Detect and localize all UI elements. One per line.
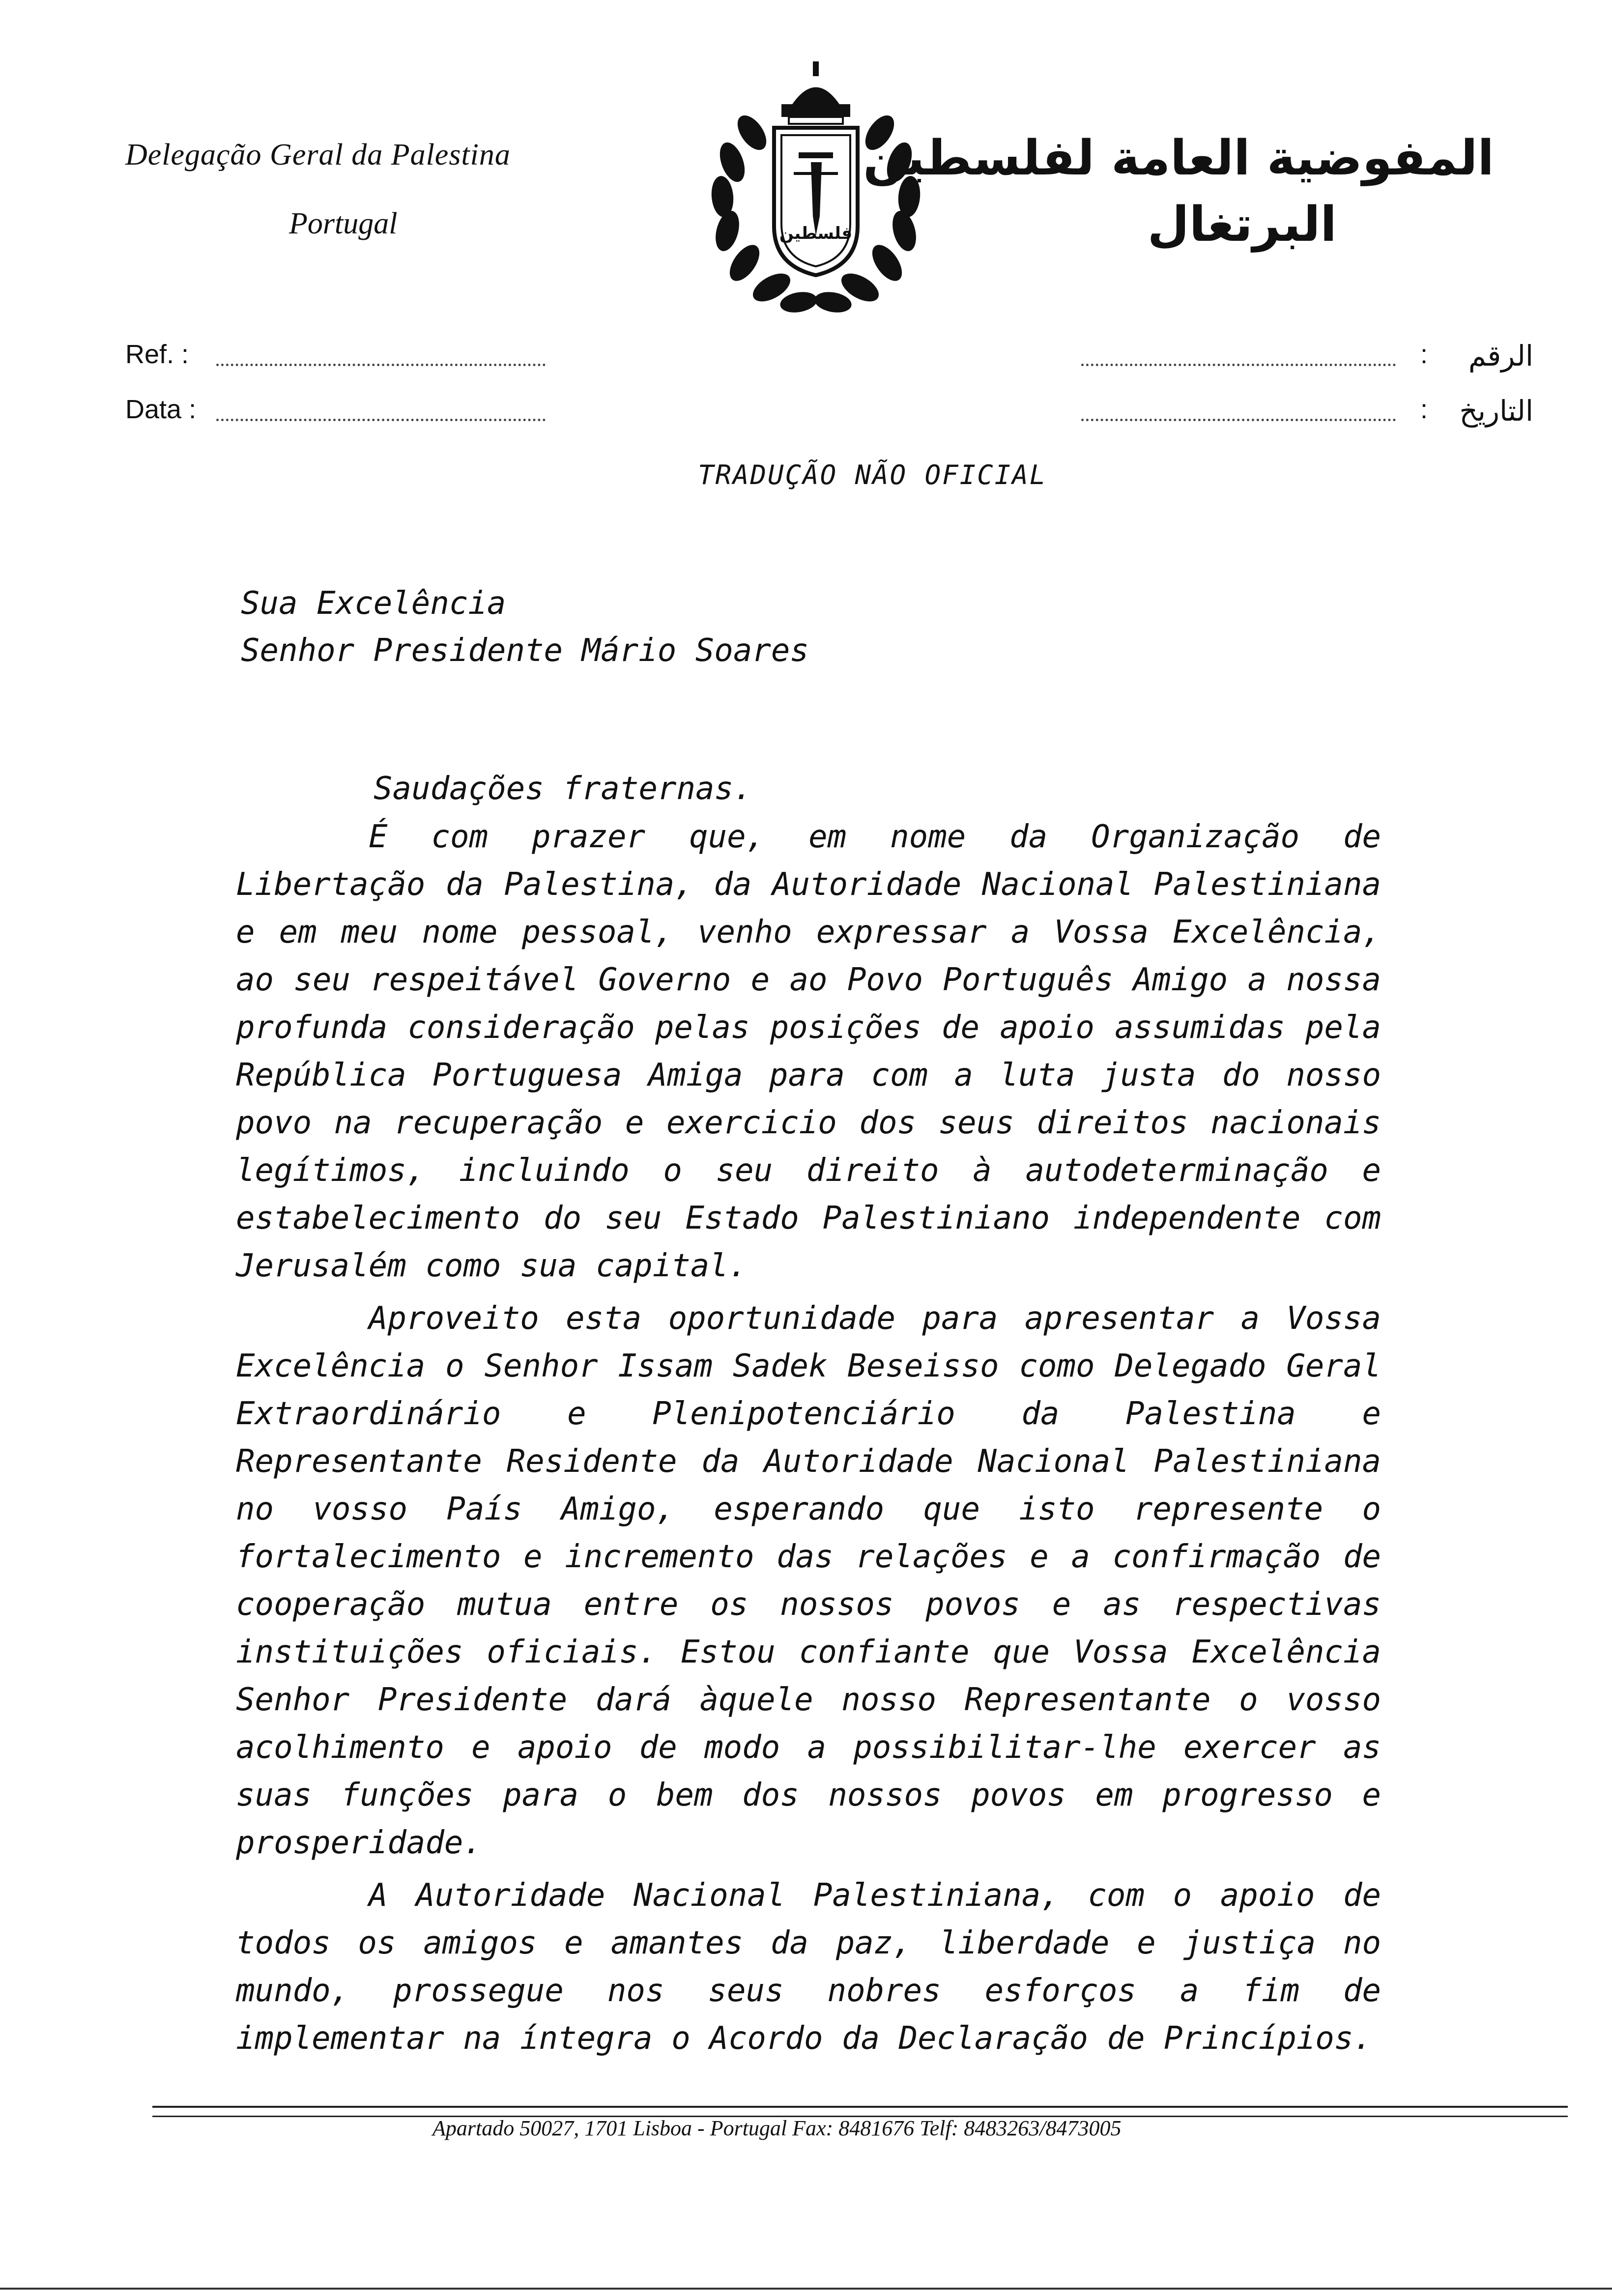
body-paragraph-1: É com prazer que, em nome da Organização de Libertação da Palestina, da Autoridade Nacional Palestiniana e em meu nome pessoal, venho expressar a Vossa Excelência, ao seu respeitável Governo e ao Povo Português Amigo a nossa profunda consideração pelas posições de apoio assumidas pela República Portuguesa Amiga para com a luta justa do nosso povo na recuperação e exercicio dos seus direitos nacionais legítimos, incluindo o seu direito à autodeterminação e estabelecimento do seu Estado Palestiniano independente com Jerusalém como sua capital.: [236, 819, 1381, 1284]
organization-name-arabic: المفوضية العامة لفلسطين: [863, 130, 1494, 186]
footer-rule-top: [152, 2106, 1568, 2108]
emblem-label: فلسطين: [779, 224, 853, 243]
palestine-emblem-icon: [693, 59, 939, 319]
letter-body: [236, 813, 1381, 2067]
reference-line: [216, 364, 546, 366]
translation-note: TRADUÇÃO NÃO OFICIAL: [698, 459, 1047, 490]
footer-address: Apartado 50027, 1701 Lisboa - Portugal Fax: 8481676 Telf: 8483263/8473005: [432, 2116, 1122, 2140]
reference-label: Ref. :: [125, 340, 189, 369]
recipient-line-1: Sua Excelência: [241, 585, 506, 622]
body-paragraph-2: Aproveito esta oportunidade para apresentar a Vossa Excelência o Senhor Issam Sadek Beseisso como Delegado Geral Extraordinário e Plenipotenciário da Palestina e Representante Residente da Autoridade Nacional Palestiniana no vosso País Amigo, esperando que isto represente o fortalecimento e incremento das relações e a confirmação de cooperação mutua entre os nossos povos e as respectivas instituições oficiais. Estou confiante que Vossa Excelência Senhor Presidente dará àquele nosso Representante o vosso acolhimento e apoio de modo a possibilitar-lhe exercer as suas funções para o bem dos nossos povos em progresso e prosperidade.: [236, 1300, 1381, 1861]
reference-label-arabic: الرقم: [1468, 339, 1533, 373]
reference-colon-arabic: :: [1420, 340, 1428, 369]
reference-line-arabic: [1081, 364, 1396, 366]
greeting: Saudações fraternas.: [374, 771, 752, 807]
body-paragraph-3: A Autoridade Nacional Palestiniana, com o apoio de todos os amigos e amantes da paz, liberdade e justiça no mundo, prossegue nos seus nobres esforços a fim de implementar na íntegra o Acordo da Declaração de Princípios.: [236, 1877, 1381, 2057]
organization-name-portuguese: Delegação Geral da Palestina: [125, 138, 511, 172]
organization-country-portuguese: Portugal: [289, 207, 398, 240]
page-edge-line: [0, 2288, 1612, 2290]
date-label: Data :: [125, 395, 197, 424]
organization-country-arabic: البرتغال: [1147, 197, 1337, 253]
recipient-block: [241, 580, 809, 674]
date-label-arabic: التاريخ: [1459, 394, 1533, 428]
date-colon-arabic: :: [1420, 395, 1428, 424]
recipient-line-2: Senhor Presidente Mário Soares: [241, 632, 809, 669]
date-line: [216, 419, 546, 421]
date-line-arabic: [1081, 419, 1396, 421]
